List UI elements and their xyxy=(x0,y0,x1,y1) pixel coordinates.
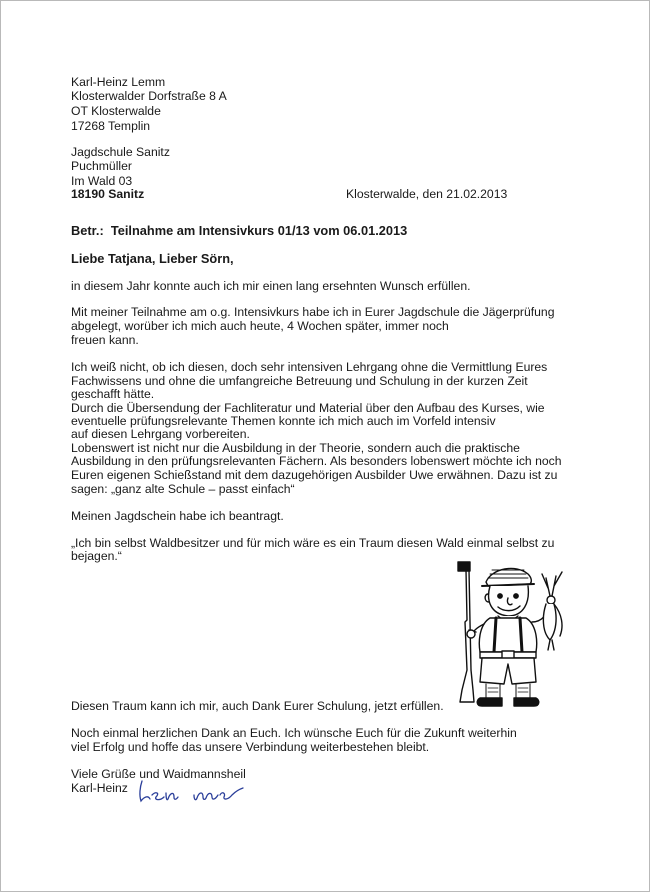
body-line: Noch einmal herzlichen Dank an Euch. Ich wünsche Euch für die Zukunft weiterhin xyxy=(71,726,517,740)
body-line: freuen kann. xyxy=(71,333,139,347)
body-line: viel Erfolg und hoffe das unsere Verbindung weiterbestehen bleibt. xyxy=(71,740,430,754)
sender-street: Klosterwalder Dorfstraße 8 A xyxy=(71,89,227,103)
body-line: Meinen Jagdschein habe ich beantragt. xyxy=(71,509,284,523)
sender-district: OT Klosterwalde xyxy=(71,104,161,118)
body-line: geschafft hätte. xyxy=(71,387,155,401)
body-line: Euren eigenen Schießstand mit dem dazugehörigen Ausbilder Uwe erwähnen. Dazu ist zu xyxy=(71,468,558,482)
recipient-street: Im Wald 03 xyxy=(71,174,133,188)
sender-name: Karl-Heinz Lemm xyxy=(71,75,166,89)
quote-line: bejagen.“ xyxy=(71,549,122,563)
body-line: sagen: „ganz alte Schule – passt einfach“ xyxy=(71,482,295,496)
handwritten-signature xyxy=(136,777,246,807)
subject-prefix: Betr.: xyxy=(71,223,104,238)
recipient-city: 18190 Sanitz xyxy=(71,187,145,201)
body-line: eventuelle prüfungsrelevante Themen konnte ich mich auch im Vorfeld intensiv xyxy=(71,414,496,428)
body-line: Ausbildung in den prüfungsrelevanten Fächern. Als besonders lobenswert möchte ich noch xyxy=(71,454,562,468)
recipient-person: Puchmüller xyxy=(71,159,132,173)
greeting: Liebe Tatjana, Lieber Sörn, xyxy=(71,251,234,266)
subject-line xyxy=(71,224,407,238)
body-line: Diesen Traum kann ich mir, auch Dank Eurer Schulung, jetzt erfüllen. xyxy=(71,699,444,713)
hunter-illustration xyxy=(446,560,576,710)
place-date: Klosterwalde, den 21.02.2013 xyxy=(346,187,508,201)
body-line: in diesem Jahr konnte auch ich mir einen lang ersehnten Wunsch erfüllen. xyxy=(71,279,471,293)
body-line: auf diesen Lehrgang vorbereiten. xyxy=(71,427,250,441)
sender-city: 17268 Templin xyxy=(71,119,151,133)
body-line: Mit meiner Teilnahme am o.g. Intensivkurs habe ich in Eurer Jagdschule die Jägerprüfung xyxy=(71,305,555,319)
body-line: abgelegt, worüber ich mich auch heute, 4 Wochen später, immer noch xyxy=(71,319,449,333)
body-line: Ich weiß nicht, ob ich diesen, doch sehr intensiven Lehrgang ohne die Vermittlung Eures xyxy=(71,360,548,374)
body-line: Durch die Übersendung der Fachliteratur und Material über den Aufbau des Kurses, wie xyxy=(71,401,545,415)
closing: Viele Grüße und Waidmannsheil xyxy=(71,767,246,781)
recipient-name: Jagdschule Sanitz xyxy=(71,145,170,159)
signature-name: Karl-Heinz xyxy=(71,781,128,795)
body-line: Fachwissens und ohne die umfangreiche Betreuung und Schulung in der kurzen Zeit xyxy=(71,374,528,388)
quote-line: „Ich bin selbst Waldbesitzer und für mich wäre es ein Traum diesen Wald einmal selbst zu xyxy=(71,536,555,550)
body-line: Lobenswert ist nicht nur die Ausbildung in der Theorie, sondern auch die praktische xyxy=(71,441,520,455)
subject-text: Teilnahme am Intensivkurs 01/13 vom 06.01.2013 xyxy=(110,223,408,238)
